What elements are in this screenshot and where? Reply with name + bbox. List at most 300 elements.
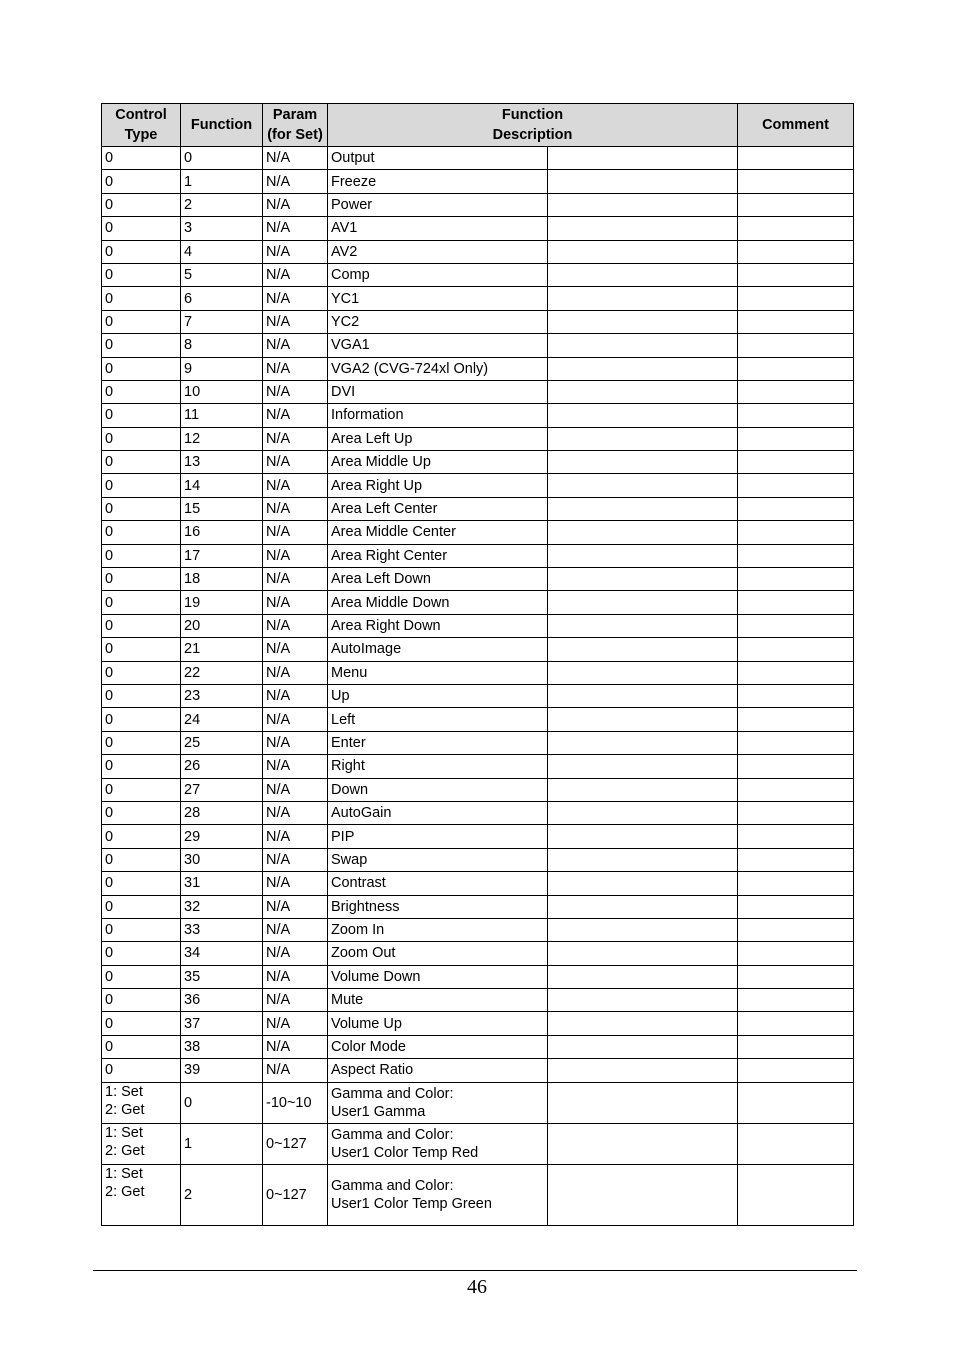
cell-control-type: 0 (102, 404, 181, 427)
cell-description-extra (548, 1012, 738, 1035)
cell-param: N/A (263, 568, 328, 591)
cell-description-extra (548, 989, 738, 1012)
cell-control-type: 0 (102, 521, 181, 544)
table-row (102, 427, 854, 450)
cell-description: Volume Down (328, 965, 548, 988)
cell-description: YC2 (328, 310, 548, 333)
cell-description-extra (548, 708, 738, 731)
cell-comment (738, 1164, 854, 1225)
cell-comment (738, 801, 854, 824)
cell-description-extra (548, 661, 738, 684)
cell-description-extra (548, 217, 738, 240)
cell-comment (738, 544, 854, 567)
cell-control-type: 0 (102, 965, 181, 988)
cell-comment (738, 147, 854, 170)
cell-control-type: 0 (102, 1012, 181, 1035)
cell-comment (738, 731, 854, 754)
table-row (102, 591, 854, 614)
cell-control-type: 0 (102, 544, 181, 567)
cell-description-extra (548, 1035, 738, 1058)
cell-description: Enter (328, 731, 548, 754)
cell-function: 36 (181, 989, 263, 1012)
cell-control-type: 0 (102, 778, 181, 801)
cell-function: 0 (181, 147, 263, 170)
table-row (102, 731, 854, 754)
cell-comment (738, 989, 854, 1012)
cell-param: -10~10 (263, 1082, 328, 1123)
cell-function: 15 (181, 497, 263, 520)
cell-description: Contrast (328, 872, 548, 895)
cell-param: N/A (263, 731, 328, 754)
cell-function: 25 (181, 731, 263, 754)
cell-comment (738, 404, 854, 427)
cell-function: 24 (181, 708, 263, 731)
cell-comment (738, 497, 854, 520)
table-row (102, 1059, 854, 1082)
cell-comment (738, 1035, 854, 1058)
cell-control-type: 1: Set 2: Get (102, 1164, 181, 1225)
cell-param: N/A (263, 825, 328, 848)
cell-param: N/A (263, 451, 328, 474)
cell-description: Output (328, 147, 548, 170)
cell-param: N/A (263, 263, 328, 286)
cell-description-extra (548, 801, 738, 824)
cell-control-type: 0 (102, 193, 181, 216)
cell-comment (738, 193, 854, 216)
cell-function: 32 (181, 895, 263, 918)
cell-description: Up (328, 684, 548, 707)
cell-param: N/A (263, 310, 328, 333)
cell-param: N/A (263, 614, 328, 637)
cell-description: Left (328, 708, 548, 731)
cell-description-extra (548, 918, 738, 941)
table-row (102, 638, 854, 661)
cell-param: N/A (263, 895, 328, 918)
cell-param: N/A (263, 638, 328, 661)
cell-control-type: 0 (102, 731, 181, 754)
cell-function: 2 (181, 193, 263, 216)
cell-description: Power (328, 193, 548, 216)
table-header-row (102, 104, 854, 147)
cell-function: 16 (181, 521, 263, 544)
cell-comment (738, 474, 854, 497)
cell-description: Volume Up (328, 1012, 548, 1035)
table-row (102, 965, 854, 988)
cell-comment (738, 661, 854, 684)
cell-description-extra (548, 544, 738, 567)
cell-description: Mute (328, 989, 548, 1012)
cell-param: 0~127 (263, 1164, 328, 1225)
cell-description-extra (548, 755, 738, 778)
table-row (102, 778, 854, 801)
cell-param: N/A (263, 147, 328, 170)
cell-comment (738, 708, 854, 731)
cell-comment (738, 170, 854, 193)
cell-control-type: 0 (102, 334, 181, 357)
table-row (102, 1082, 854, 1123)
cell-function: 17 (181, 544, 263, 567)
cell-description-extra (548, 451, 738, 474)
cell-description: Freeze (328, 170, 548, 193)
command-table (101, 103, 854, 1226)
cell-description: YC1 (328, 287, 548, 310)
cell-description: Information (328, 404, 548, 427)
cell-function: 22 (181, 661, 263, 684)
cell-param: N/A (263, 193, 328, 216)
cell-description-extra (548, 427, 738, 450)
cell-function: 37 (181, 1012, 263, 1035)
footer-rule (93, 1270, 857, 1271)
cell-comment (738, 521, 854, 544)
cell-param: N/A (263, 404, 328, 427)
cell-function: 8 (181, 334, 263, 357)
cell-control-type: 1: Set 2: Get (102, 1123, 181, 1164)
header-function: Function (181, 104, 263, 147)
cell-description: Area Right Up (328, 474, 548, 497)
table-row (102, 193, 854, 216)
table-body (102, 147, 854, 1226)
cell-param: N/A (263, 544, 328, 567)
table-row (102, 147, 854, 170)
cell-control-type: 0 (102, 147, 181, 170)
cell-function: 35 (181, 965, 263, 988)
table-row (102, 895, 854, 918)
cell-description-extra (548, 942, 738, 965)
table-row (102, 1035, 854, 1058)
cell-function: 39 (181, 1059, 263, 1082)
cell-control-type: 0 (102, 661, 181, 684)
cell-description: Gamma and Color: User1 Color Temp Green (328, 1164, 548, 1225)
cell-control-type: 0 (102, 591, 181, 614)
cell-param: N/A (263, 661, 328, 684)
cell-control-type: 0 (102, 1035, 181, 1058)
cell-description: Color Mode (328, 1035, 548, 1058)
cell-description-extra (548, 778, 738, 801)
cell-control-type: 0 (102, 287, 181, 310)
header-function-description: Function Description (328, 104, 738, 147)
cell-description: Aspect Ratio (328, 1059, 548, 1082)
cell-description-extra (548, 263, 738, 286)
cell-comment (738, 568, 854, 591)
cell-comment (738, 638, 854, 661)
cell-control-type: 0 (102, 684, 181, 707)
cell-description-extra (548, 474, 738, 497)
cell-function: 0 (181, 1082, 263, 1123)
table-row (102, 380, 854, 403)
cell-param: N/A (263, 942, 328, 965)
cell-description: Gamma and Color: User1 Color Temp Red (328, 1123, 548, 1164)
cell-comment (738, 872, 854, 895)
cell-description-extra (548, 240, 738, 263)
cell-description-extra (548, 1082, 738, 1123)
cell-description-extra (548, 591, 738, 614)
cell-control-type: 0 (102, 895, 181, 918)
cell-description: PIP (328, 825, 548, 848)
cell-description: Right (328, 755, 548, 778)
cell-description: Gamma and Color: User1 Gamma (328, 1082, 548, 1123)
cell-description-extra (548, 614, 738, 637)
table-row (102, 310, 854, 333)
cell-description: Brightness (328, 895, 548, 918)
table-row (102, 1123, 854, 1164)
cell-comment (738, 1123, 854, 1164)
cell-control-type: 0 (102, 217, 181, 240)
cell-param: N/A (263, 708, 328, 731)
table-row (102, 661, 854, 684)
cell-param: N/A (263, 965, 328, 988)
cell-param: N/A (263, 521, 328, 544)
cell-control-type: 0 (102, 240, 181, 263)
cell-comment (738, 895, 854, 918)
cell-param: N/A (263, 170, 328, 193)
cell-description-extra (548, 521, 738, 544)
cell-param: N/A (263, 778, 328, 801)
table-row (102, 614, 854, 637)
cell-description-extra (548, 310, 738, 333)
cell-description-extra (548, 965, 738, 988)
cell-comment (738, 287, 854, 310)
cell-param: N/A (263, 334, 328, 357)
cell-function: 1 (181, 1123, 263, 1164)
cell-function: 21 (181, 638, 263, 661)
cell-control-type: 0 (102, 848, 181, 871)
cell-control-type: 0 (102, 801, 181, 824)
cell-function: 19 (181, 591, 263, 614)
cell-param: N/A (263, 1059, 328, 1082)
cell-function: 29 (181, 825, 263, 848)
cell-param: 0~127 (263, 1123, 328, 1164)
table-row (102, 848, 854, 871)
cell-comment (738, 380, 854, 403)
table-row (102, 918, 854, 941)
table-row (102, 825, 854, 848)
table-row (102, 521, 854, 544)
header-param: Param (for Set) (263, 104, 328, 147)
cell-description-extra (548, 1164, 738, 1225)
table-row (102, 568, 854, 591)
cell-param: N/A (263, 217, 328, 240)
cell-function: 33 (181, 918, 263, 941)
cell-param: N/A (263, 801, 328, 824)
cell-param: N/A (263, 497, 328, 520)
cell-description: DVI (328, 380, 548, 403)
cell-function: 13 (181, 451, 263, 474)
cell-description: VGA2 (CVG-724xl Only) (328, 357, 548, 380)
cell-control-type: 1: Set 2: Get (102, 1082, 181, 1123)
cell-comment (738, 684, 854, 707)
cell-function: 23 (181, 684, 263, 707)
cell-function: 1 (181, 170, 263, 193)
cell-control-type: 0 (102, 614, 181, 637)
cell-description: Area Right Down (328, 614, 548, 637)
cell-function: 10 (181, 380, 263, 403)
cell-description-extra (548, 170, 738, 193)
cell-comment (738, 334, 854, 357)
cell-function: 34 (181, 942, 263, 965)
cell-control-type: 0 (102, 755, 181, 778)
cell-param: N/A (263, 474, 328, 497)
cell-param: N/A (263, 357, 328, 380)
table-row (102, 404, 854, 427)
cell-function: 2 (181, 1164, 263, 1225)
cell-control-type: 0 (102, 263, 181, 286)
cell-control-type: 0 (102, 380, 181, 403)
cell-control-type: 0 (102, 638, 181, 661)
cell-description-extra (548, 638, 738, 661)
cell-description: Area Middle Center (328, 521, 548, 544)
table-row (102, 1012, 854, 1035)
cell-function: 12 (181, 427, 263, 450)
cell-control-type: 0 (102, 474, 181, 497)
cell-description: AV1 (328, 217, 548, 240)
cell-description-extra (548, 380, 738, 403)
cell-function: 11 (181, 404, 263, 427)
cell-comment (738, 217, 854, 240)
cell-description-extra (548, 147, 738, 170)
table-row (102, 684, 854, 707)
cell-comment (738, 263, 854, 286)
table-row (102, 1164, 854, 1225)
table-row (102, 357, 854, 380)
cell-description: AutoImage (328, 638, 548, 661)
table-row (102, 801, 854, 824)
cell-function: 9 (181, 357, 263, 380)
cell-function: 3 (181, 217, 263, 240)
cell-comment (738, 614, 854, 637)
cell-comment (738, 965, 854, 988)
table-row (102, 989, 854, 1012)
cell-description: Area Left Up (328, 427, 548, 450)
cell-control-type: 0 (102, 170, 181, 193)
cell-param: N/A (263, 848, 328, 871)
cell-description: AutoGain (328, 801, 548, 824)
cell-param: N/A (263, 287, 328, 310)
cell-param: N/A (263, 989, 328, 1012)
cell-param: N/A (263, 240, 328, 263)
cell-param: N/A (263, 380, 328, 403)
cell-comment (738, 591, 854, 614)
cell-control-type: 0 (102, 451, 181, 474)
cell-description: Swap (328, 848, 548, 871)
cell-description-extra (548, 1123, 738, 1164)
cell-description: Zoom Out (328, 942, 548, 965)
cell-description: AV2 (328, 240, 548, 263)
table-row (102, 263, 854, 286)
cell-description: VGA1 (328, 334, 548, 357)
cell-description-extra (548, 872, 738, 895)
table-row (102, 451, 854, 474)
cell-param: N/A (263, 1012, 328, 1035)
cell-function: 30 (181, 848, 263, 871)
cell-control-type: 0 (102, 568, 181, 591)
page-number: 46 (467, 1276, 487, 1298)
cell-comment (738, 918, 854, 941)
cell-description-extra (548, 404, 738, 427)
cell-control-type: 0 (102, 497, 181, 520)
cell-description-extra (548, 1059, 738, 1082)
cell-param: N/A (263, 427, 328, 450)
table-row (102, 755, 854, 778)
cell-function: 18 (181, 568, 263, 591)
cell-description: Area Middle Up (328, 451, 548, 474)
cell-param: N/A (263, 918, 328, 941)
table-row (102, 240, 854, 263)
cell-function: 20 (181, 614, 263, 637)
cell-comment (738, 310, 854, 333)
cell-comment (738, 825, 854, 848)
cell-control-type: 0 (102, 427, 181, 450)
cell-description-extra (548, 357, 738, 380)
cell-description: Menu (328, 661, 548, 684)
cell-param: N/A (263, 1035, 328, 1058)
cell-description-extra (548, 568, 738, 591)
cell-function: 4 (181, 240, 263, 263)
cell-control-type: 0 (102, 918, 181, 941)
cell-function: 26 (181, 755, 263, 778)
cell-description: Area Left Center (328, 497, 548, 520)
cell-comment (738, 240, 854, 263)
cell-description-extra (548, 334, 738, 357)
cell-function: 31 (181, 872, 263, 895)
cell-param: N/A (263, 591, 328, 614)
cell-description-extra (548, 731, 738, 754)
cell-description-extra (548, 684, 738, 707)
cell-description-extra (548, 848, 738, 871)
cell-description: Area Left Down (328, 568, 548, 591)
cell-description: Comp (328, 263, 548, 286)
cell-comment (738, 848, 854, 871)
cell-control-type: 0 (102, 942, 181, 965)
cell-description: Area Right Center (328, 544, 548, 567)
table-row (102, 170, 854, 193)
cell-function: 7 (181, 310, 263, 333)
table-row (102, 544, 854, 567)
cell-param: N/A (263, 872, 328, 895)
cell-function: 14 (181, 474, 263, 497)
table-row (102, 872, 854, 895)
table-row (102, 217, 854, 240)
cell-function: 6 (181, 287, 263, 310)
cell-function: 27 (181, 778, 263, 801)
cell-control-type: 0 (102, 825, 181, 848)
header-control-type: Control Type (102, 104, 181, 147)
cell-function: 5 (181, 263, 263, 286)
cell-control-type: 0 (102, 989, 181, 1012)
table-row (102, 497, 854, 520)
cell-comment (738, 1012, 854, 1035)
cell-comment (738, 427, 854, 450)
table-row (102, 942, 854, 965)
header-comment: Comment (738, 104, 854, 147)
cell-comment (738, 451, 854, 474)
cell-description: Down (328, 778, 548, 801)
cell-function: 28 (181, 801, 263, 824)
cell-description-extra (548, 825, 738, 848)
table-row (102, 334, 854, 357)
cell-comment (738, 1059, 854, 1082)
cell-function: 38 (181, 1035, 263, 1058)
cell-param: N/A (263, 684, 328, 707)
cell-comment (738, 942, 854, 965)
table-row (102, 287, 854, 310)
cell-control-type: 0 (102, 872, 181, 895)
table-row (102, 708, 854, 731)
cell-description: Area Middle Down (328, 591, 548, 614)
cell-description-extra (548, 287, 738, 310)
cell-description-extra (548, 193, 738, 216)
cell-comment (738, 778, 854, 801)
cell-description-extra (548, 895, 738, 918)
